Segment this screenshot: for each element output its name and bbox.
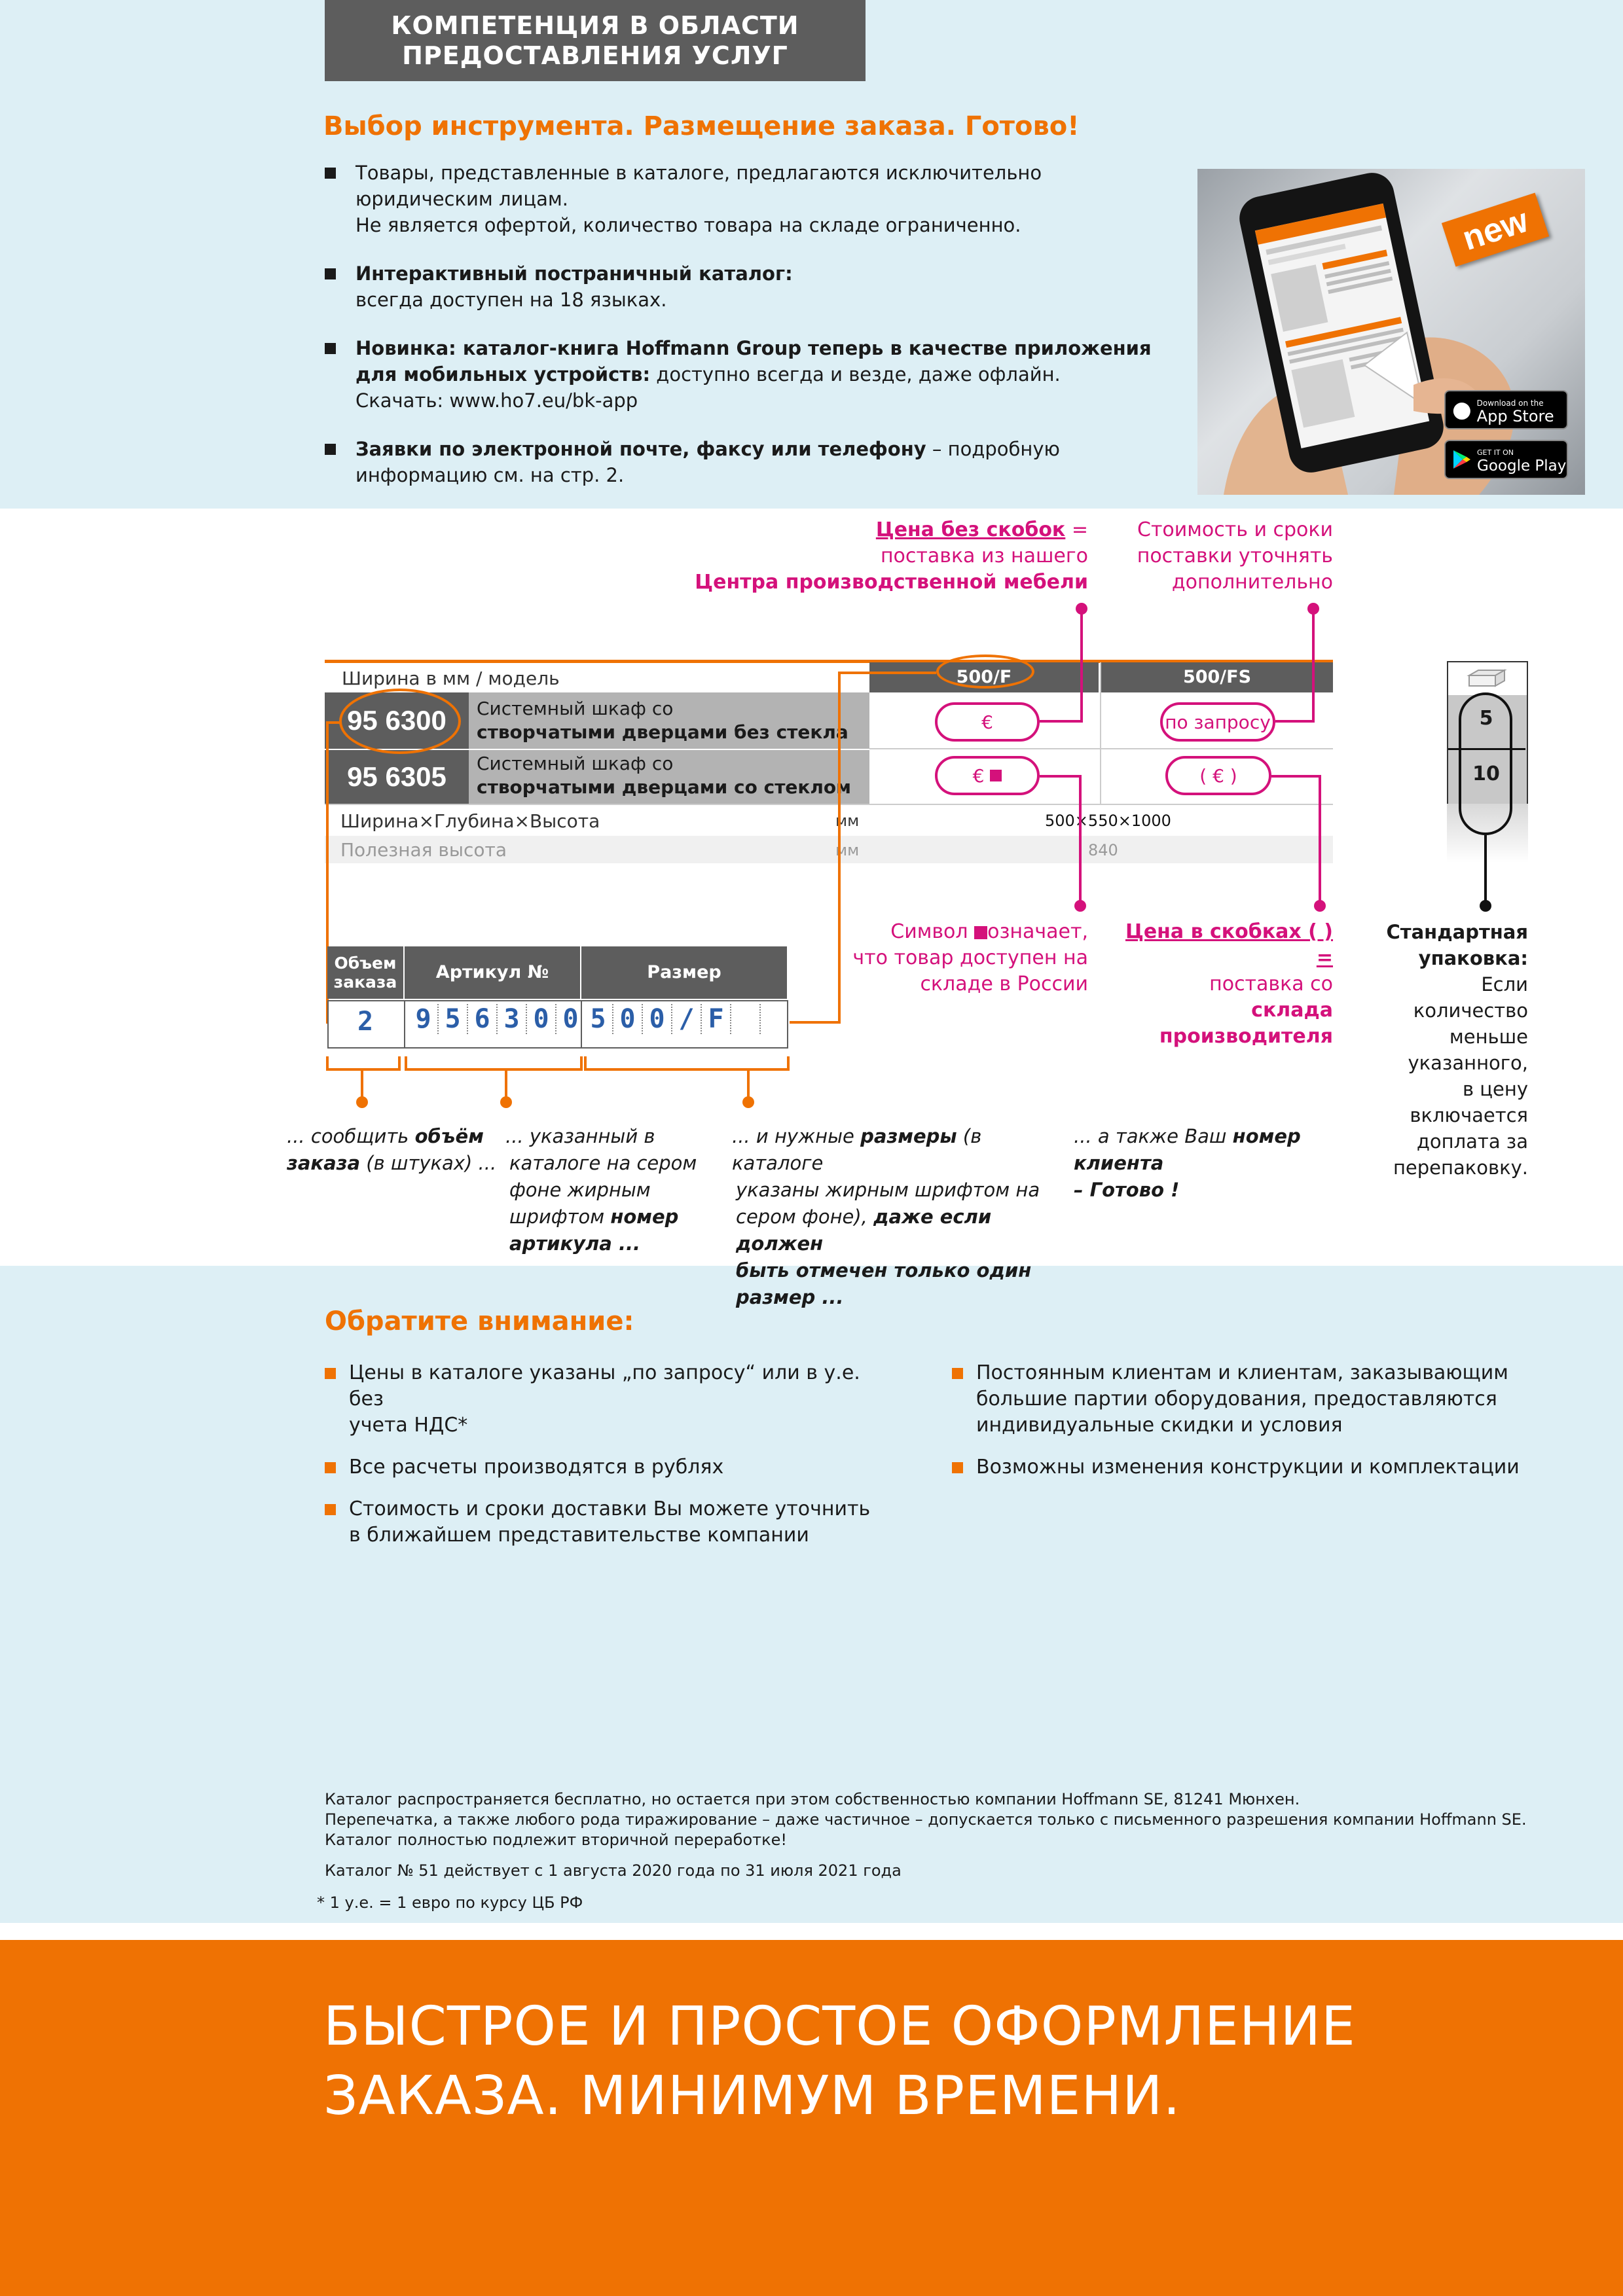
annotation-stock-symbol (786, 919, 1088, 997)
order-qty-value[interactable]: 2 (357, 1007, 374, 1037)
form-divider (404, 1000, 405, 1047)
price-marker-on-request: по запросу (1160, 702, 1275, 742)
column-header-500fs: 500/FS (1101, 662, 1333, 692)
annotation-text: Символ (890, 920, 975, 943)
packaging-qty-row1: 5 (1479, 707, 1493, 730)
caption-bold-text: размер ... (736, 1286, 844, 1308)
google-play-small-label: GET IT ON (1477, 448, 1514, 457)
price-marker-bracket-euro: ( € ) (1165, 756, 1271, 795)
size-char: 5 (584, 1004, 613, 1034)
notice-text: учета НДС* (349, 1414, 468, 1437)
article-digit: 5 (439, 1004, 468, 1034)
annotation-text: поставка со (1209, 973, 1333, 996)
caption-text: указаны жирным шрифтом на (736, 1179, 1040, 1201)
form-header-size: Размер (581, 946, 787, 999)
bullet-text: юридическим лицам. (356, 188, 568, 210)
currency-footnote: * 1 у.е. = 1 евро по курсу ЦБ РФ (317, 1893, 583, 1912)
caption-bold-text: номер (610, 1206, 679, 1228)
google-play-label: Google Play (1477, 457, 1567, 475)
apple-icon: ● (1452, 397, 1472, 423)
notice-item (952, 1360, 1541, 1439)
dimensions-value: 500×550×1000 (1045, 812, 1171, 830)
caption-customer-number (1074, 1123, 1381, 1204)
catalog-validity: Каталог № 51 действует с 1 августа 2020 года по 31 июля 2021 года (325, 1861, 902, 1880)
caption-text: ... указанный в (505, 1125, 655, 1147)
description-line: Системный шкаф со (477, 753, 674, 774)
annotation-text: что товар доступен на (852, 946, 1088, 969)
bullet-text: информацию см. на стр. 2. (356, 464, 625, 486)
article-digit: 0 (562, 1004, 579, 1034)
bullet-bold-text: Заявки по электронной почте, факсу или телефону (356, 438, 926, 460)
size-char-empty (731, 1004, 761, 1034)
description-bold-line: створчатыми дверцами со стеклом (477, 776, 852, 798)
size-char: 0 (643, 1004, 672, 1034)
annotation-text: доплата за (1416, 1130, 1528, 1153)
caption-bold-text: даже если должен (736, 1206, 992, 1255)
caption-bold-text: заказа (287, 1152, 361, 1174)
caption-bold-text: – Готово ! (1074, 1179, 1180, 1201)
notice-right-list (952, 1360, 1541, 1480)
section-header-line1: КОМПЕТЕНЦИЯ В ОБЛАСТИ (391, 11, 799, 40)
column-header-500f: 500/F (869, 662, 1099, 692)
notice-text: Все расчеты производятся в рублях (349, 1456, 724, 1479)
order-size-chars[interactable] (584, 1004, 789, 1034)
notice-text: Цены в каталоге указаны „по запросу“ или в у.е. без (349, 1361, 860, 1410)
caption-text: ... и нужные (732, 1125, 861, 1147)
bullet-text: – подробную (926, 438, 1060, 460)
caption-bold-text: объём (414, 1125, 484, 1147)
annotation-text: поставка из нашего (880, 545, 1088, 567)
notice-text: большие партии оборудования, предоставляются (976, 1388, 1497, 1410)
price-marker-euro-text: € (972, 764, 985, 787)
caption-bold-text: быть отмечен только один (736, 1259, 1032, 1282)
size-char: F (702, 1004, 731, 1034)
bullet-square-icon (952, 1462, 963, 1473)
caption-bold-text: номер клиента (1074, 1125, 1301, 1174)
bullet-bold-text: Новинка: каталог-книга Hoffmann Group теперь в качестве приложения (356, 337, 1152, 359)
caption-quantity (287, 1123, 503, 1177)
bullet-square-icon (952, 1368, 963, 1379)
notice-text: Стоимость и сроки доставки Вы можете уточнить (349, 1498, 871, 1520)
annotation-underlined: Цена без скобок (875, 518, 1066, 541)
bullet-square-icon (325, 1462, 336, 1473)
annotation-text: перепаковку. (1393, 1157, 1528, 1179)
caption-text: (в штуках) ... (360, 1152, 497, 1174)
bullet-bold-text: Интерактивный постраничный каталог: (356, 262, 793, 285)
annotation-price-brackets (1113, 919, 1333, 1050)
legal-footer (325, 1789, 1569, 1881)
bullet-square-icon (325, 1504, 336, 1515)
annotation-bold-text: склада (1251, 999, 1333, 1022)
stock-square-icon (974, 926, 987, 939)
notice-item (325, 1496, 888, 1549)
notice-item (325, 1454, 888, 1480)
annotation-text: в цену (1462, 1078, 1528, 1100)
annotation-bold-text: производителя (1159, 1025, 1333, 1048)
bullet-text: Товары, представленные в каталоге, предлагаются исключительно (356, 162, 1042, 184)
annotation-text: поставки уточнять (1137, 545, 1333, 567)
packaging-qty-row2: 10 (1472, 762, 1500, 785)
caption-text: (в каталоге (732, 1125, 982, 1174)
dimensions-label: Ширина×Глубина×Высота (340, 810, 600, 832)
form-header-article: Артикул № (405, 946, 580, 999)
article-digit: 0 (527, 1004, 556, 1034)
size-char-empty (761, 1004, 789, 1034)
caption-text: ... а также Ваш (1074, 1125, 1233, 1147)
annotation-text: меньше (1449, 1026, 1528, 1048)
annotation-text: означает, (987, 920, 1088, 943)
useful-height-unit: мм (835, 841, 860, 859)
useful-height-label: Полезная высота (340, 839, 507, 861)
annotation-text: Если (1481, 973, 1528, 996)
notice-left-list (325, 1360, 888, 1549)
size-char: 0 (613, 1004, 643, 1034)
app-link-text: Скачать: www.ho7.eu/bk-app (356, 389, 638, 412)
caption-bold-text: артикула ... (509, 1232, 640, 1255)
slogan-line: БЫСТРОЕ И ПРОСТОЕ ОФОРМЛЕНИЕ (323, 1996, 1356, 2058)
description-bold-line: створчатыми дверцами без стекла (477, 721, 848, 743)
bullet-bold-text: для мобильных устройств: (356, 363, 651, 386)
article-digit: 9 (409, 1004, 439, 1034)
app-store-small-label: Download on the (1476, 399, 1544, 408)
bullet-text: доступно всегда и везде, даже офлайн. (650, 363, 1061, 386)
legal-text: Перепечатка, а также любого рода тиражирование – даже частичное – допускается только с письменного разрешения компании Hoffmann SE. (325, 1810, 1527, 1829)
form-header-qty: Объем заказа (327, 946, 403, 999)
notice-text: Постоянным клиентам и клиентам, заказывающим (976, 1361, 1508, 1384)
annotation-bold-text: Центра производственной мебели (695, 571, 1088, 594)
annotation-underlined: Цена в скобках ( ) = (1125, 920, 1333, 969)
article-number-cell: 95 6300 (325, 692, 469, 749)
bullet-text: Не является офертой, количество товара на складе ограниченно. (356, 214, 1021, 236)
annotation-text: количество (1413, 999, 1528, 1022)
caption-text: каталоге на сером (509, 1152, 697, 1174)
dimensions-unit: мм (835, 812, 860, 830)
bullet-square-icon (325, 1368, 336, 1379)
annotation-text: дополнительно (1171, 571, 1333, 594)
annotation-text: Стоимость и сроки (1137, 518, 1333, 541)
caption-text: шрифтом (509, 1206, 611, 1228)
caption-article (505, 1123, 702, 1257)
caption-text: сером фоне), (736, 1206, 874, 1228)
section-header-line2: ПРЕДОСТАВЛЕНИЯ УСЛУГ (402, 41, 788, 70)
notice-text: индивидуальные скидки и условия (976, 1414, 1343, 1437)
legal-text: Каталог полностью подлежит вторичной переработке! (325, 1831, 788, 1849)
notice-item (325, 1360, 888, 1439)
slogan (323, 1992, 1356, 2131)
price-marker-euro: € (935, 702, 1040, 742)
notice-item (952, 1454, 1541, 1480)
annotation-standard-packaging (1381, 919, 1528, 1181)
app-store-label: App Store (1476, 407, 1554, 425)
notice-text: в ближайшем представительстве компании (349, 1524, 809, 1547)
article-digit: 6 (468, 1004, 498, 1034)
annotation-bold-text: Стандартная (1386, 921, 1528, 943)
annotation-text: складе в России (920, 973, 1088, 996)
legal-text: Каталог распространяется бесплатно, но остается при этом собственностью компании Hoffmann SE, 81241 Мюнхен. (325, 1790, 1300, 1808)
annotation-text: = (1065, 518, 1088, 541)
slogan-line: ЗАКАЗА. МИНИМУМ ВРЕМЕНИ. (323, 2065, 1181, 2127)
caption-text: ... сообщить (287, 1125, 415, 1147)
table-header-label: Ширина в мм / модель (342, 668, 560, 689)
order-article-digits[interactable] (409, 1004, 585, 1034)
caption-size (732, 1123, 1072, 1311)
annotation-text: указанного, (1408, 1052, 1528, 1074)
intro-title: Выбор инструмента. Размещение заказа. Готово! (323, 111, 1080, 141)
article-number-cell: 95 6305 (325, 750, 469, 804)
description-line: Системный шкаф со (477, 698, 674, 719)
notice-title: Обратите внимание: (325, 1306, 634, 1336)
new-badge: new (1442, 193, 1549, 267)
bullet-text: всегда доступен на 18 языках. (356, 289, 667, 311)
size-char: / (672, 1004, 702, 1034)
caption-text: фоне жирным (509, 1179, 651, 1201)
notice-text: Возможны изменения конструкции и комплектации (976, 1456, 1520, 1479)
caption-bold-text: размеры (860, 1125, 957, 1147)
useful-height-value: 840 (1088, 841, 1118, 859)
annotation-text: включается (1410, 1104, 1528, 1126)
article-digit: 3 (498, 1004, 527, 1034)
annotation-bold-text: упаковка: (1418, 947, 1528, 969)
